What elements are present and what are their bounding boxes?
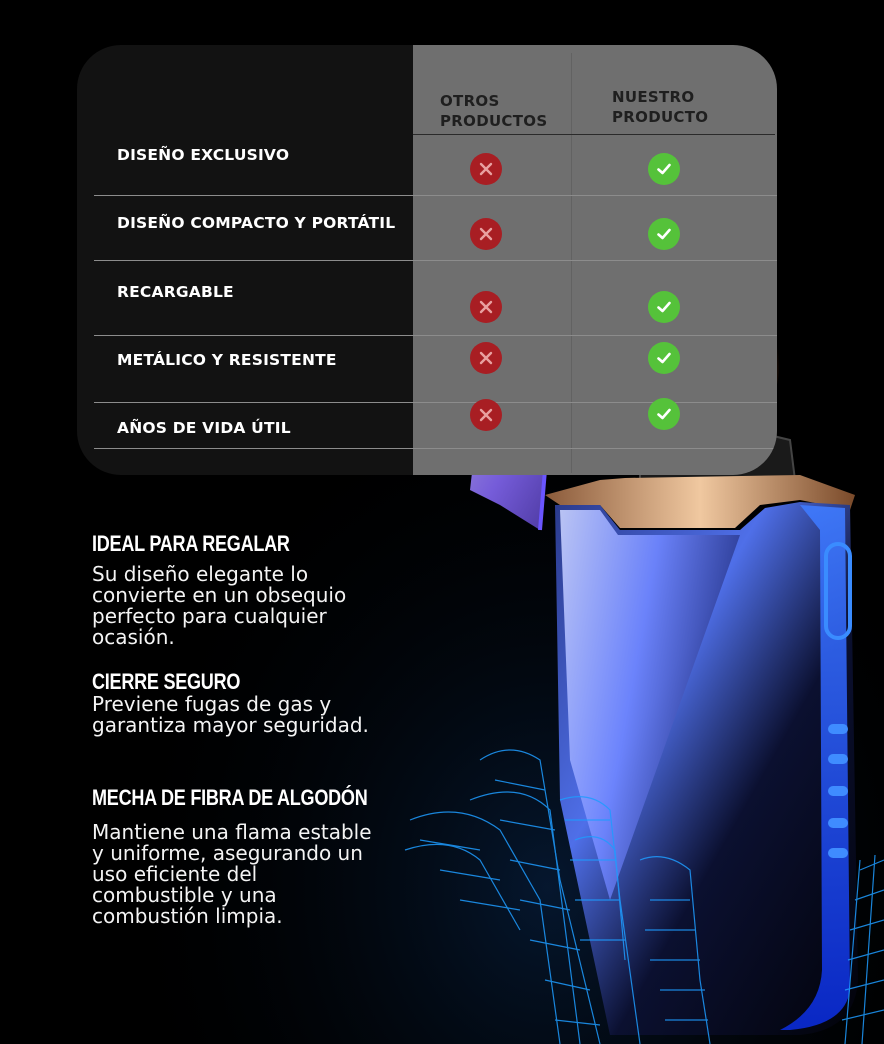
row-label: DISEÑO COMPACTO Y PORTÁTIL	[117, 214, 396, 232]
cross-icon	[470, 218, 502, 250]
check-icon	[648, 398, 680, 430]
cross-icon	[470, 153, 502, 185]
row-divider	[94, 335, 777, 336]
check-icon	[648, 342, 680, 374]
row-label: RECARGABLE	[117, 283, 234, 301]
cross-icon	[470, 399, 502, 431]
row-label: DISEÑO EXCLUSIVO	[117, 146, 290, 164]
row-divider	[94, 448, 777, 449]
check-icon	[648, 291, 680, 323]
feature-title: CIERRE SEGURO	[92, 669, 241, 694]
row-divider	[94, 195, 777, 196]
check-icon	[648, 153, 680, 185]
feature-title: MECHA DE FIBRA DE ALGODÓN	[92, 785, 368, 810]
feature-text: Previene fugas de gas y garantiza mayor seguridad.	[92, 692, 369, 737]
cross-icon	[470, 342, 502, 374]
feature-secure-closure	[92, 670, 392, 736]
row-label: METÁLICO Y RESISTENTE	[117, 351, 337, 369]
feature-gift	[92, 532, 392, 648]
feature-title: IDEAL PARA REGALAR	[92, 531, 290, 556]
feature-text: Mantiene una flama estable y uniforme, asegurando un uso eficiente del combustible y una combustión limpia.	[92, 820, 372, 928]
check-icon	[648, 218, 680, 250]
row-divider	[94, 260, 777, 261]
column-header-others: OTROS PRODUCTOS	[440, 92, 548, 130]
header-divider	[413, 134, 775, 135]
row-label: AÑOS DE VIDA ÚTIL	[117, 419, 291, 437]
cross-icon	[470, 291, 502, 323]
column-header-ours: NUESTRO PRODUCTO	[612, 88, 709, 126]
comparison-table	[77, 45, 777, 475]
feature-cotton-wick	[92, 786, 392, 927]
feature-text: Su diseño elegante lo convierte en un obsequio perfecto para cualquier ocasión.	[92, 562, 347, 649]
